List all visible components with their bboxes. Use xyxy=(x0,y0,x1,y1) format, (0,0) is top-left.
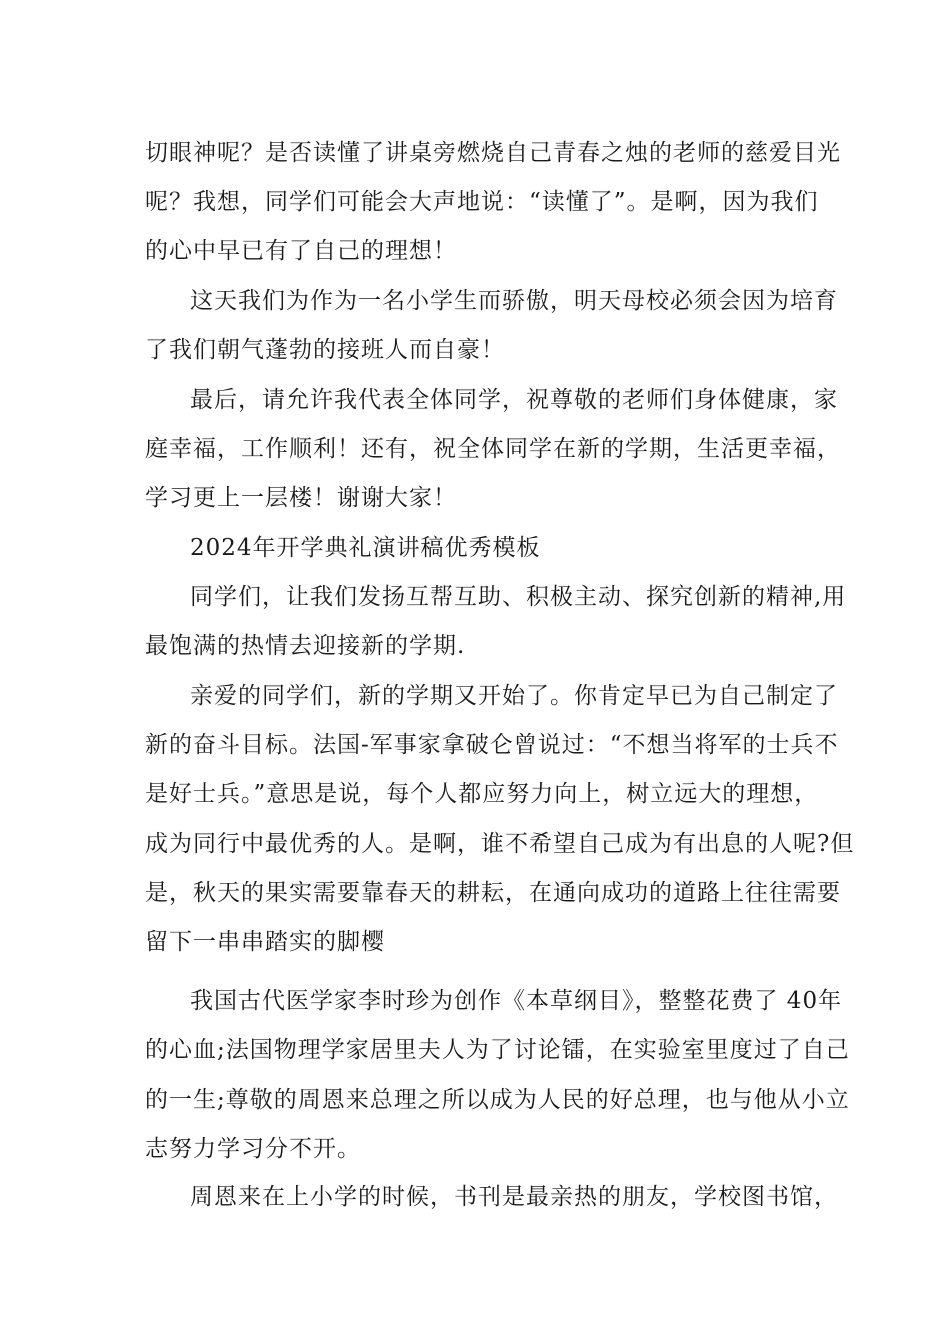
paragraph-line: 最后，请允许我代表全体同学，祝尊敬的老师们身体健康，家 xyxy=(190,387,838,413)
paragraph-line: 周恩来在上小学的时候，书刊是最亲热的朋友，学校图书馆， xyxy=(190,1184,838,1210)
paragraph-line: 亲爱的同学们，新的学期又开始了。你肯定早已为自己制定了 xyxy=(190,683,838,709)
paragraph-line: 这天我们为作为一名小学生而骄傲，明天母校必须会因为培育 xyxy=(190,288,838,314)
paragraph-line: 呢？我想，同学们可能会大声地说：“读懂了”。是啊，因为我们 xyxy=(145,189,819,215)
paragraph-line: 是好士兵。”意思是说，每个人都应努力向上，树立远大的理想， xyxy=(145,781,819,807)
paragraph-line: 了我们朝气蓬勃的接班人而自豪！ xyxy=(145,337,505,363)
paragraph-line: 成为同行中最优秀的人。是啊，谁不希望自己成为有出息的人呢?但 xyxy=(145,831,855,857)
paragraph-line: 的心血;法国物理学家居里夫人为了讨论镭，在实验室里度过了自己 xyxy=(145,1037,850,1063)
paragraph-line: 切眼神呢？是否读懂了讲桌旁燃烧自己青春之烛的老师的慈爱目光 xyxy=(145,140,841,166)
paragraph-line: 我国古代医学家李时珍为创作《本草纲目》，整整花费了 40年 xyxy=(190,988,843,1014)
paragraph-line: 志努力学习分不开。 xyxy=(145,1136,361,1162)
paragraph-line: 是，秋天的果实需要靠春天的耕耘，在通向成功的道路上往往需要 xyxy=(145,880,841,906)
paragraph-line: 留下一串串踏实的脚樱 xyxy=(145,929,385,955)
paragraph-line: 同学们，让我们发扬互帮互助、积极主动、探究创新的精神,用 xyxy=(190,584,847,610)
paragraph-line: 的心中早已有了自己的理想！ xyxy=(145,238,457,264)
section-heading: 2024年开学典礼演讲稿优秀模板 xyxy=(190,535,541,561)
paragraph-line: 最饱满的热情去迎接新的学期. xyxy=(145,633,466,659)
paragraph-line: 学习更上一层楼！谢谢大家！ xyxy=(145,485,457,511)
paragraph-line: 新的奋斗目标。法国-军事家拿破仑曾说过：“不想当将军的士兵不 xyxy=(145,732,839,758)
paragraph-line: 庭幸福，工作顺利！还有，祝全体同学在新的学期，生活更幸福， xyxy=(145,436,841,462)
paragraph-line: 的一生;尊敬的周恩来总理之所以成为人民的好总理，也与他从小立 xyxy=(145,1087,850,1113)
